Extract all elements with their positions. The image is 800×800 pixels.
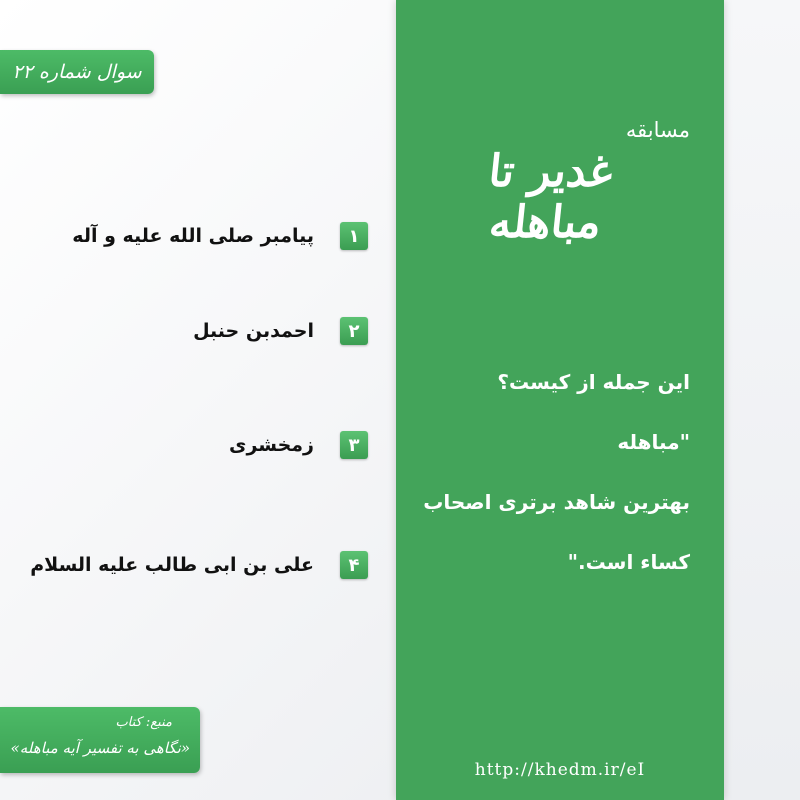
option-label: زمخشری — [229, 434, 314, 456]
option-number-badge: ۴ — [340, 551, 368, 579]
question-line: بهترین شاهد برتری اصحاب — [423, 490, 690, 514]
question-line: کساء است." — [567, 550, 690, 574]
source-label: منبع: کتاب — [115, 715, 172, 730]
answer-option-4[interactable] — [30, 550, 368, 580]
answer-option-3[interactable] — [229, 430, 368, 460]
source-credit-box — [0, 707, 200, 773]
right-background-strip — [724, 0, 800, 800]
option-number-badge: ۲ — [340, 317, 368, 345]
option-label: پیامبر صلی الله علیه و آله — [72, 225, 314, 247]
answer-option-1[interactable] — [72, 221, 368, 251]
source-book-title: «نگاهی به تفسیر آیه مباهله» — [10, 739, 190, 757]
logo-title: غدیر تا مباهله — [486, 146, 616, 248]
question-line: این جمله از کیست؟ "مباهله — [497, 370, 690, 454]
option-label: احمدبن حنبل — [193, 320, 314, 342]
option-number-badge: ۱ — [340, 222, 368, 250]
logo-subtitle: مسابقه — [625, 118, 690, 142]
option-label: علی بن ابی طالب علیه السلام — [30, 554, 314, 576]
question-text — [420, 352, 690, 592]
option-number-badge: ۳ — [340, 431, 368, 459]
question-number-badge — [0, 50, 154, 94]
answer-option-2[interactable] — [193, 316, 368, 346]
question-number-label: سوال شماره ۲۲ — [12, 61, 142, 83]
footer-url[interactable]: http://khedm.ir/eI — [474, 760, 646, 780]
